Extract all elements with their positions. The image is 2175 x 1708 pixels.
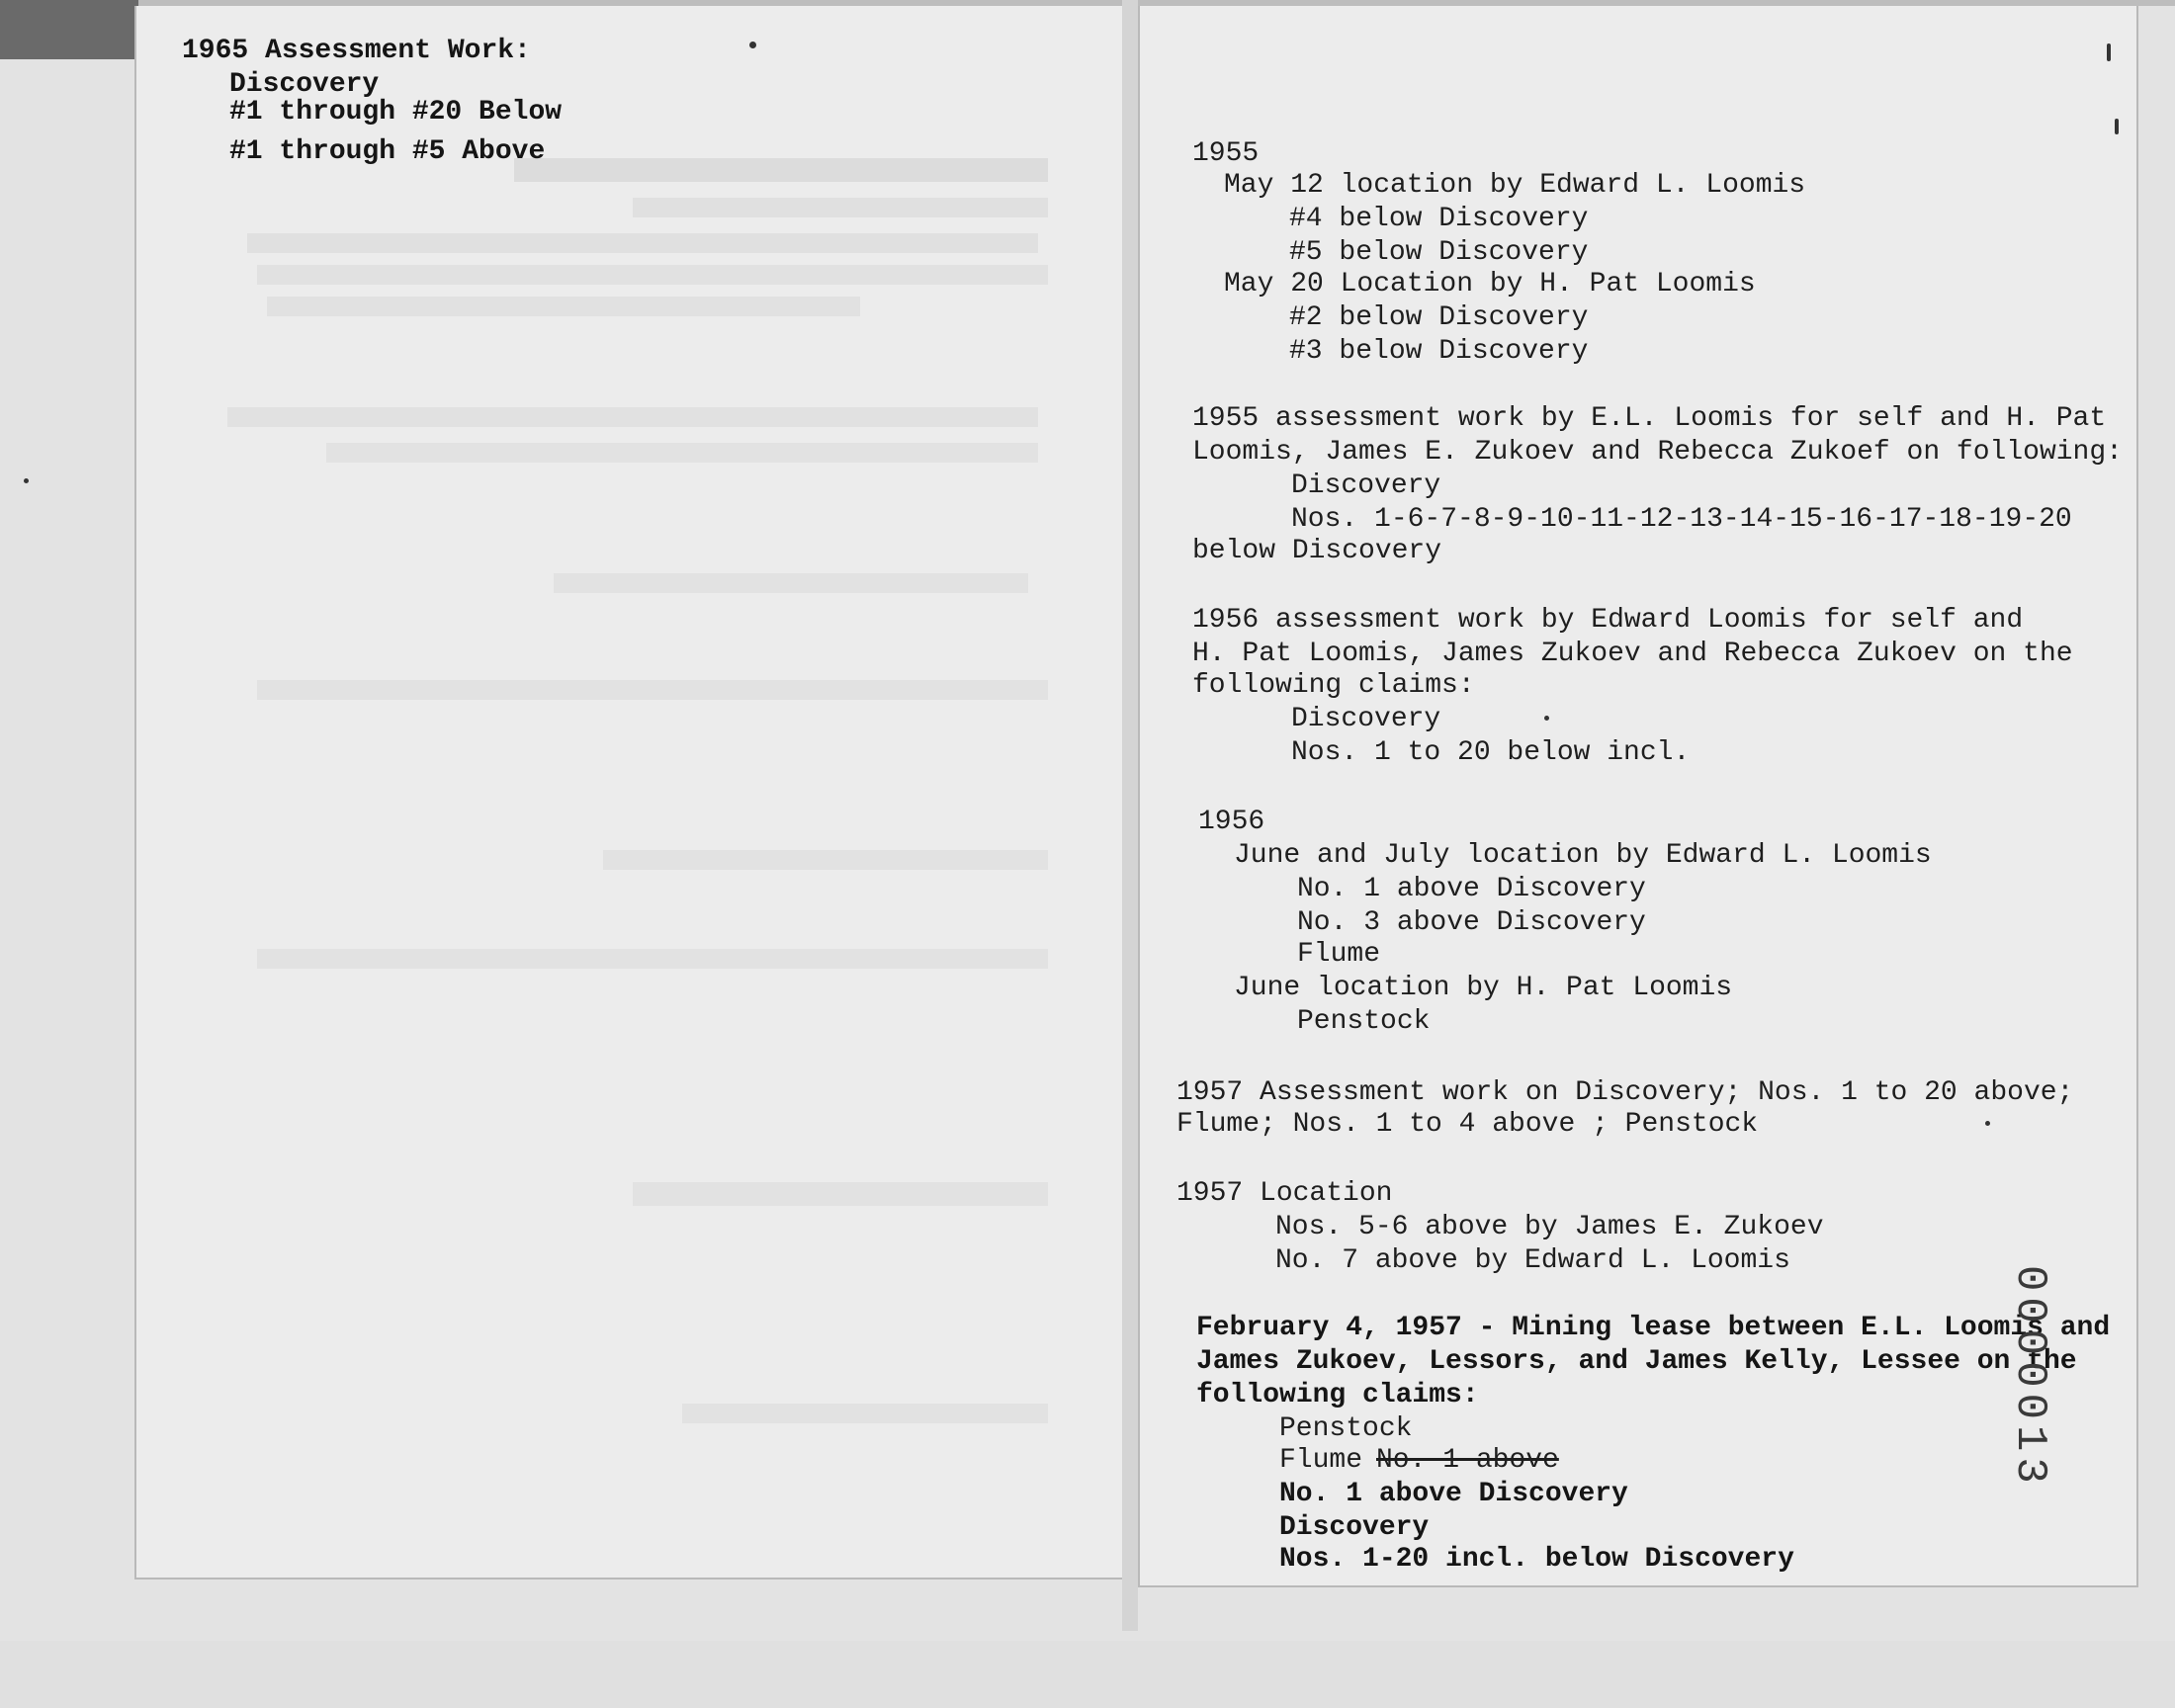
year-heading: 1956 [1198,807,1265,837]
scan-speck [24,478,29,483]
entry-line: June location by H. Pat Loomis [1234,973,1733,1003]
page-number-stamp: 0000013 [2005,1265,2054,1490]
scan-bottom-band [0,1641,2175,1708]
assessment-item: #1 through #20 Below [229,97,563,128]
scan-speck [1985,1121,1990,1126]
claim-line: #3 below Discovery [1289,336,1589,367]
assessment-item: Discovery [229,69,380,100]
claim-line: Penstock [1279,1413,1413,1444]
entry-line: following claims: [1192,670,1475,701]
scan-speck [749,42,756,48]
claim-line: No. 7 above by Edward L. Loomis [1275,1245,1790,1276]
claim-line: #4 below Discovery [1289,204,1589,234]
claim-line: No. 1 above Discovery [1297,874,1646,904]
page-gutter [1122,0,1138,1631]
scan-edge-shadow [0,0,138,59]
claim-line: No. 1 above Discovery [1279,1479,1628,1509]
lease-line: February 4, 1957 - Mining lease between E.L. Loomis and [1196,1313,2111,1343]
scan-speck [1544,716,1549,721]
claim-line: Flume [1297,939,1381,970]
claim-line: #2 below Discovery [1289,302,1589,333]
year-heading: 1957 Location [1176,1178,1393,1209]
claim-line: Discovery [1279,1512,1430,1543]
claim-line: No. 3 above Discovery [1297,907,1646,938]
assessment-item: #1 through #5 Above [229,136,546,167]
claim-line: Discovery [1291,704,1441,734]
entry-line: 1956 assessment work by Edward Loomis for self and [1192,605,2024,636]
claim-line: Nos. 1-6-7-8-9-10-11-12-13-14-15-16-17-18-19-20 [1291,504,2072,535]
entry-line: H. Pat Loomis, James Zukoev and Rebecca Zukoev on the [1192,639,2073,669]
claim-line: below Discovery [1192,536,1442,566]
entry-line: 1955 assessment work by E.L. Loomis for self and H. Pat [1192,403,2107,434]
entry-line: May 12 location by Edward L. Loomis [1224,170,1806,201]
claim-line: Nos. 5-6 above by James E. Zukoev [1275,1212,1824,1242]
year-heading: 1955 [1192,138,1260,169]
claim-line: Flume [1279,1445,1363,1476]
entry-line: May 20 Location by H. Pat Loomis [1224,269,1756,299]
claim-line: Penstock [1297,1006,1431,1037]
claim-line: #5 below Discovery [1289,237,1589,268]
entry-line: 1957 Assessment work on Discovery; Nos. 1 to 20 above; [1176,1077,2074,1108]
claim-line: Nos. 1 to 20 below incl. [1291,737,1691,768]
entry-line: June and July location by Edward L. Loomis [1234,840,1932,871]
scan-speck [2115,119,2119,134]
entry-line: Flume; Nos. 1 to 4 above ; Penstock [1176,1109,1759,1140]
lease-line: James Zukoev, Lessors, and James Kelly, Lessee on the [1196,1346,2077,1377]
scan-speck [2107,43,2111,61]
claim-line: Discovery [1291,470,1441,501]
lease-line: following claims: [1196,1380,1479,1410]
assessment-title: 1965 Assessment Work: [182,36,531,66]
claim-line: Nos. 1-20 incl. below Discovery [1279,1544,1794,1575]
struck-text: No. 1 above [1376,1445,1559,1476]
entry-line: Loomis, James E. Zukoev and Rebecca Zukoef on following: [1192,437,2123,468]
